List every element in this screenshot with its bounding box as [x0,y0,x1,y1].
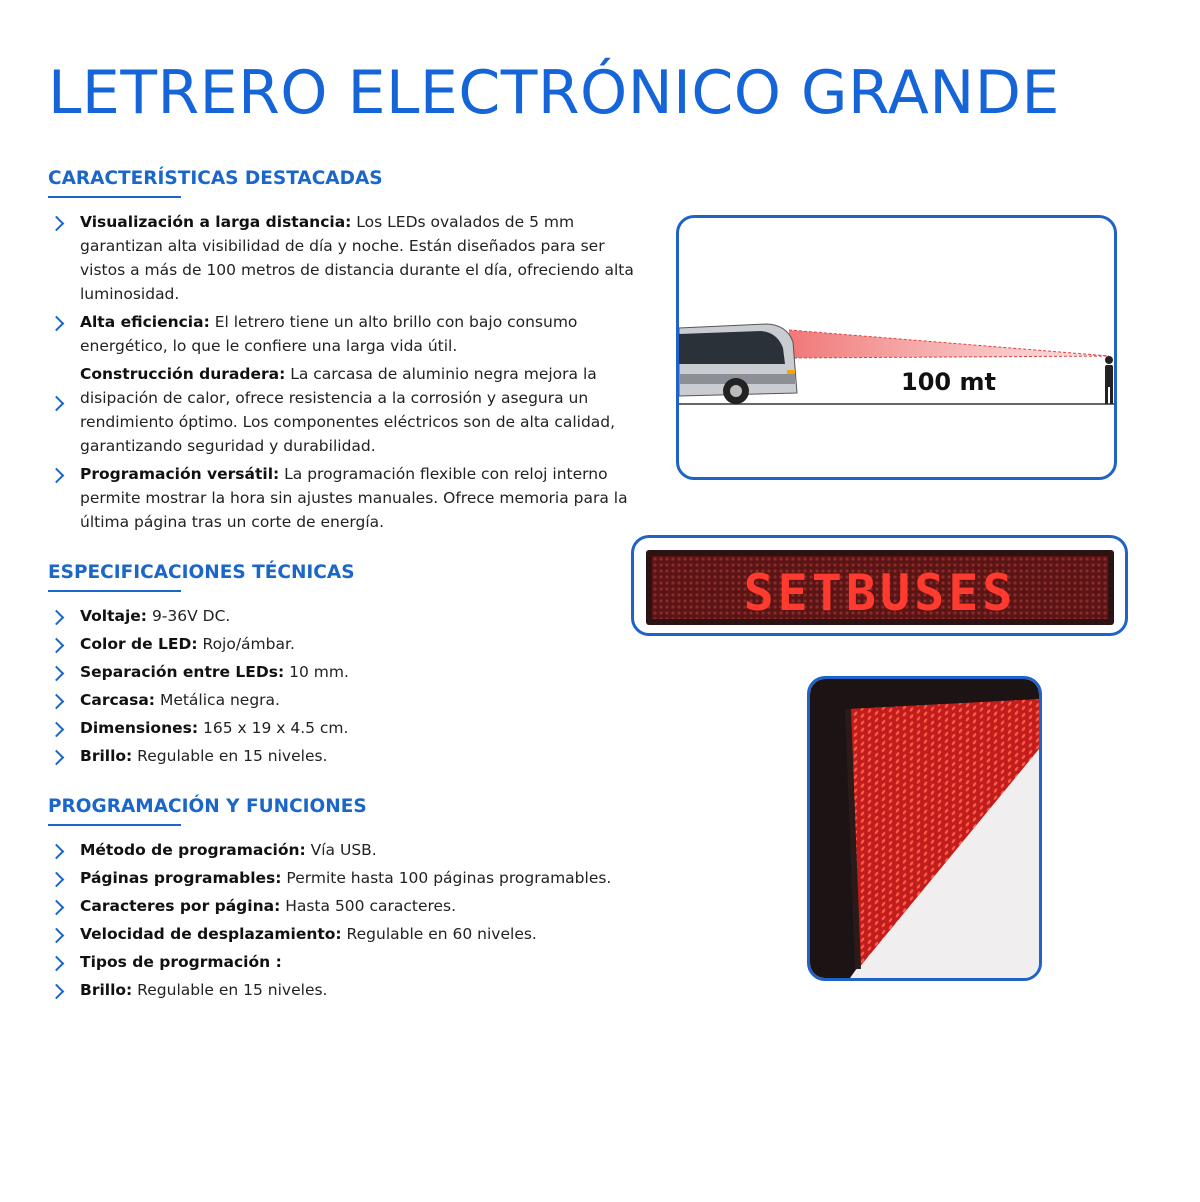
spec-text: Color de LED: Rojo/ámbar. [80,635,295,653]
programming-text: Método de programación: Vía USB. [80,841,377,859]
list-item [48,866,648,894]
chevron-right-icon [49,396,65,412]
person-icon [1105,356,1113,404]
list-item [48,950,648,978]
chevron-right-icon [49,610,65,626]
chevron-right-icon [49,468,65,484]
feature-text: Alta eficiencia: El letrero tiene un alto brillo con bajo consumo energético, lo que le confiere una larga vida útil. [80,313,578,355]
chevron-right-icon [49,928,65,944]
specs-underline [48,590,181,592]
feature-text: Visualización a larga distancia: Los LEDs ovalados de 5 mm garantizan alta visibilidad de día y noche. Están diseñados para ser vistos a más de 100 metros de distancia durante el día, ofreciendo alta luminosidad. [80,213,634,303]
spec-text: Voltaje: 9-36V DC. [80,607,231,625]
chevron-right-icon [49,694,65,710]
programming-underline [48,824,181,826]
sign-text: SETBUSES [743,564,1017,622]
chevron-right-icon [49,872,65,888]
chevron-right-icon [49,722,65,738]
list-item [48,894,648,922]
chevron-right-icon [49,984,65,1000]
list-item [48,838,648,866]
page-title: LETRERO ELECTRÓNICO GRANDE [48,58,1060,128]
distance-illustration [676,215,1117,480]
chevron-right-icon [49,900,65,916]
beam-shape [789,330,1109,358]
programming-text: Caracteres por página: Hasta 500 caracteres. [80,897,457,915]
chevron-right-icon [49,750,65,766]
programming-text: Páginas programables: Permite hasta 100 páginas programables. [80,869,612,887]
list-item [48,310,648,358]
list-item [48,462,648,534]
chevron-right-icon [49,638,65,654]
programming-heading: PROGRAMACIÓN Y FUNCIONES [48,796,367,817]
chevron-right-icon [49,316,65,332]
specs-list [48,604,648,772]
list-item [48,978,648,1006]
spec-text: Separación entre LEDs: 10 mm. [80,663,349,681]
features-heading: CARACTERÍSTICAS DESTACADAS [48,168,383,189]
led-closeup-image [807,676,1042,981]
programming-text: Brillo: Regulable en 15 niveles. [80,981,328,999]
chevron-right-icon [49,216,65,232]
list-item [48,922,648,950]
features-underline [48,196,181,198]
bus-icon [679,324,797,404]
list-item [48,604,648,632]
spec-text: Carcasa: Metálica negra. [80,691,280,709]
led-sign-graphic [634,538,1125,633]
spec-text: Brillo: Regulable en 15 niveles. [80,747,328,765]
programming-list [48,838,648,1006]
list-item [48,210,648,306]
feature-text: Programación versátil: La programación flexible con reloj interno permite mostrar la hora sin ajustes manuales. Ofrece memoria para la última página tras un corte de energía. [80,465,628,531]
feature-text: Construcción duradera: La carcasa de aluminio negra mejora la disipación de calor, ofrece resistencia a la corrosión y asegura un rendimiento óptimo. Los componentes eléctricos son de alta calidad, garantizando seguridad y durabilidad. [80,365,616,455]
list-item [48,632,648,660]
features-list [48,210,648,538]
list-item [48,688,648,716]
chevron-right-icon [49,844,65,860]
list-item [48,362,648,458]
spec-text: Dimensiones: 165 x 19 x 4.5 cm. [80,719,349,737]
led-sign-image [631,535,1128,636]
specs-heading: ESPECIFICACIONES TÉCNICAS [48,562,355,583]
programming-text: Tipos de progrmación : [80,953,282,971]
programming-text: Velocidad de desplazamiento: Regulable en 60 niveles. [80,925,537,943]
list-item [48,660,648,688]
chevron-right-icon [49,956,65,972]
list-item [48,716,648,744]
chevron-right-icon [49,666,65,682]
distance-label: 100 mt [901,368,996,396]
led-closeup-graphic [810,679,1039,978]
bus-distance-graphic [679,218,1114,477]
list-item [48,744,648,772]
